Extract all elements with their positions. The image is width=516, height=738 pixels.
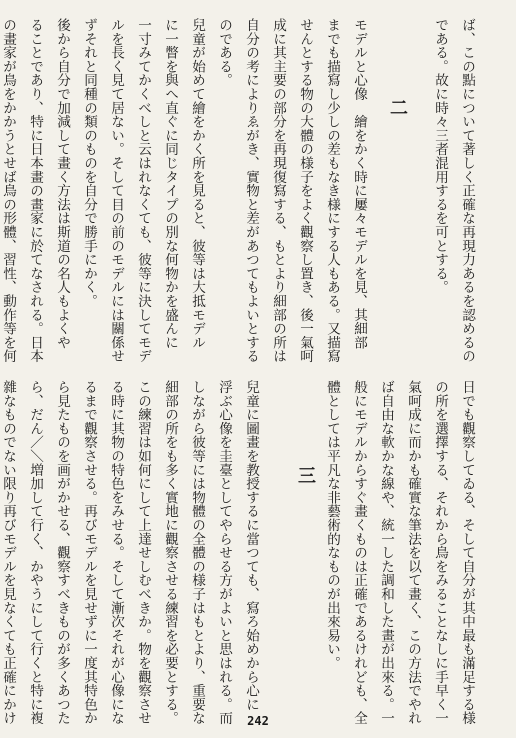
upper-text-block: [0, 18, 480, 363]
text-line: の畫家が鳥をかかうとせば鳥の形體、習性、動作等を何: [0, 18, 16, 363]
text-line: に一瞥を與へ直ぐに同じタイプの別な何物かを盛んに: [162, 18, 178, 350]
text-line: [291, 380, 318, 710]
text-line: るまで觀察させる。再びモデルを見せずに一度其特色か: [81, 380, 97, 725]
text-line: せんとする物の大體の様子をよく觀察し置き、後一氣呵: [297, 18, 313, 363]
text-line: 細部の所をも多く實地に觀察させる練習を必要とする。: [162, 380, 178, 725]
text-line: ずそれと同種の類のものを自分で勝手にかく。: [81, 18, 97, 308]
text-line: までも描寫し少しの差もなき様にする人もある。又描寫: [324, 18, 340, 363]
text-line: の所を選擇する、それから鳥をみることなしに手早く一: [432, 380, 448, 725]
text-line: 般にモデルからすぐ畫くものは正確であるけれども、全: [351, 380, 367, 725]
text-line: ば自由な軟かな線や、統一した調和した畫が出來る。一: [378, 380, 394, 725]
text-line: 氣呵成に而かも確實な筆法を以て畫く、この方法でやれ: [405, 380, 421, 725]
text-line: 兒童に圖畫を教授するに當つても、寫ろ始めから心に: [243, 380, 259, 712]
page-number: 242: [247, 714, 269, 728]
text-line: ルを長く見て居ない。そして目の前のモデルには關係せ: [108, 18, 124, 363]
text-line: しながら彼等には物體の全體の様子はもとより、重要な: [189, 380, 205, 725]
text-line: ら見たものを画がかせる、觀察すべきものが多くあつた: [54, 380, 70, 725]
text-line: 浮ぶ心像を圭臺としてやらせる方がよいと思はれる。而: [216, 380, 232, 725]
text-line: 日でも觀察してゐる、そして自分が其中最も滿足する様: [459, 380, 475, 725]
text-line: 後から自分で加減して畫く方法は斯道の名人もよくや: [54, 18, 70, 350]
text-line: 雜なものでない限り再びモデルを見なくても正確にかけ: [0, 380, 16, 725]
section-heading-3: 三: [298, 466, 316, 487]
text-line: [399, 18, 426, 348]
text-line: ば、この點について著しく正確な再現力あるを認めるの: [459, 18, 475, 363]
text-line: 兒童が始めて繪をかく所を見ると、彼等は大抵モデル: [189, 18, 205, 350]
text-line: る時に其物の特色をみせる。そして漸次それが心像にな: [108, 380, 124, 725]
text-line: ら、だん／＼増加して行く、かやうにして行くと特に複: [27, 380, 43, 725]
text-line: 體としては平凡な非藝術的なものが出來易い。: [324, 380, 340, 670]
text-line: ることであり、特に日本畫の畫家に於てなされる。日本: [27, 18, 43, 363]
text-line: この練習は如何にして上達せしむべきか。物を觀察させ: [135, 380, 151, 725]
text-line: 自分の考によりゑがき、實物と差があつてもよいとする: [243, 18, 259, 363]
text-line: である。故に時々三者混用するを可とする。: [432, 18, 448, 294]
section-heading-2: 二: [390, 98, 408, 119]
text-line: 成に其主要の部分を再現復寫する、もとより細部の所は: [270, 18, 286, 363]
text-line: [264, 380, 291, 710]
text-line: のである。: [216, 18, 232, 87]
text-line: [372, 18, 399, 348]
text-line: 一寸みてかくべしと云はれなくても、彼等に決してモデ: [135, 18, 151, 363]
text-line: モデルと心像 繪をかく時に屢々モデルを見、其細部: [351, 18, 367, 350]
